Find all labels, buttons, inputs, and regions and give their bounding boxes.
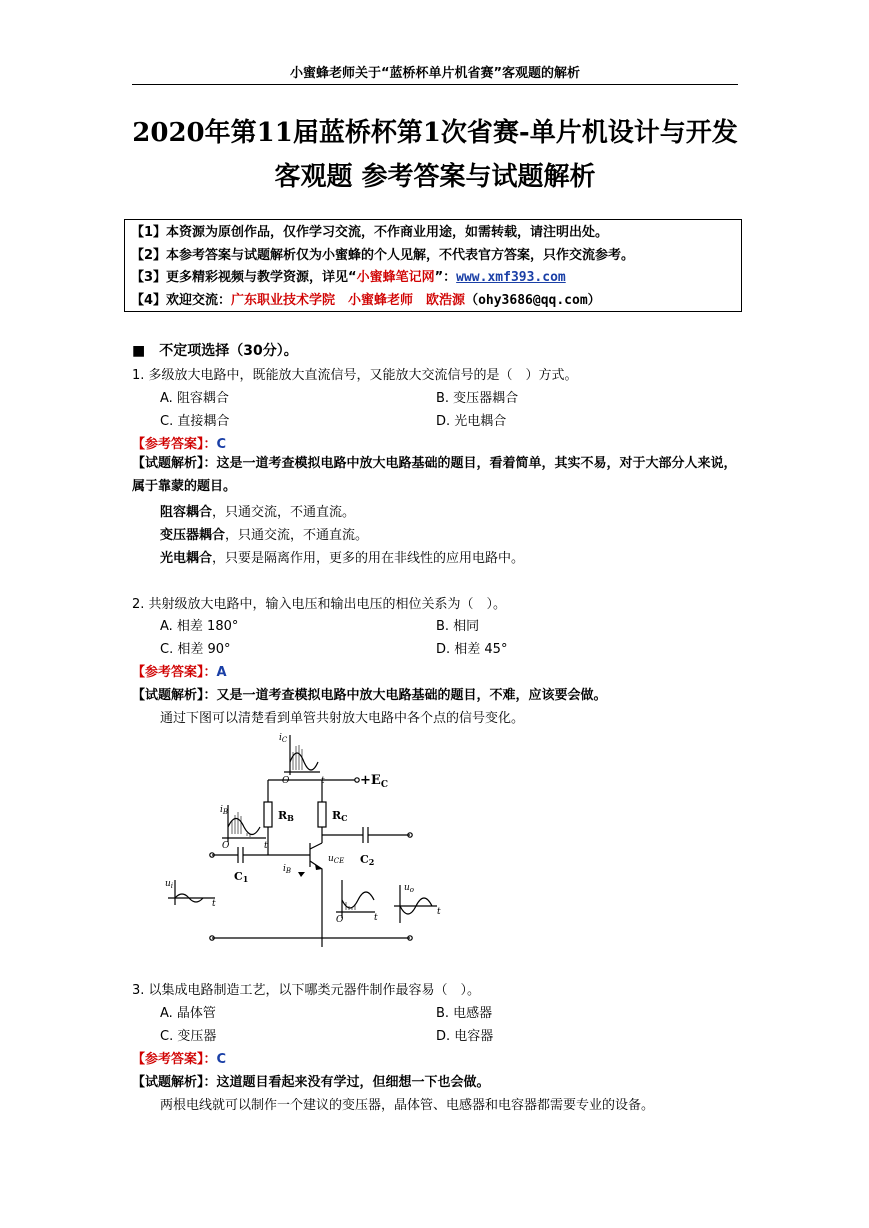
q3-option-c: C. 变压器 (160, 1029, 217, 1044)
svg-text:uo (404, 883, 414, 894)
c2-label: C (360, 853, 369, 866)
q3-answer: 【参考答案】：C (132, 1052, 227, 1067)
c1-label: C (234, 870, 243, 883)
q2-answer: 【参考答案】：A (132, 665, 227, 680)
ib-arrow-sub-label: B (285, 867, 292, 875)
q1-answer: 【参考答案】：C (132, 437, 227, 452)
q3-option-a: A. 晶体管 (160, 1006, 216, 1021)
ec-sub-label: C (380, 780, 388, 790)
svg-text:ui (165, 879, 173, 890)
ic-sub-label: C (281, 736, 288, 744)
document-title-line1: 2020年第11届蓝桥杯第1次省赛-单片机设计与开发 (132, 118, 738, 148)
notice-line-4: 【4】欢迎交流：广东职业技术学院 小蜜蜂老师 欧浩源（ohy3686@qq.com） (131, 292, 601, 308)
ib-sub-label: B (222, 808, 229, 816)
uo-label: u (404, 883, 410, 893)
ic-label: i (279, 733, 282, 743)
uce-time-label: t (374, 913, 378, 923)
rb-label: R (278, 809, 288, 822)
notice-line-3: 【3】更多精彩视频与教学资源，详见“小蜜蜂笔记网”：www.xmf393.com (131, 270, 566, 285)
ic-origin-label: O (282, 776, 290, 786)
uo-sub-label: o (409, 886, 415, 894)
notice-box (124, 219, 742, 312)
ec-label: +E (360, 773, 381, 788)
q1-option-c: C. 直接耦合 (160, 414, 230, 429)
q2-note: 通过下图可以清楚看到单管共射放大电路中各个点的信号变化。 (160, 711, 525, 726)
site-link[interactable]: www.xmf393.com (456, 270, 566, 285)
uce-sub-label: CE (333, 857, 345, 865)
uce-origin-label: O (336, 915, 344, 925)
q3-note: 两根电线就可以制作一个建议的变压器，晶体管、电感器和电容器都需要专业的设备。 (160, 1098, 655, 1113)
notice-line-2: 【2】本参考答案与试题解析仅为小蜜蜂的个人见解，不代表官方答案，只作交流参考。 (131, 247, 635, 263)
svg-text:RB (278, 809, 294, 823)
q1-option-d: D. 光电耦合 (436, 414, 507, 429)
svg-text:uCE (328, 854, 344, 865)
q3-option-b: B. 电感器 (436, 1006, 493, 1021)
q2-option-d: D. 相差 45° (436, 642, 508, 657)
q1-option-b: B. 变压器耦合 (436, 391, 519, 406)
ib-label: i (220, 805, 223, 815)
q2-option-c: C. 相差 90° (160, 642, 231, 657)
section-heading: ■ 不定项选择（30分）。 (132, 343, 298, 359)
svg-text:C2 (360, 853, 374, 867)
ui-sub-label: i (170, 882, 174, 890)
document-title-line2: 客观题 参考答案与试题解析 (274, 162, 596, 192)
svg-text:C1 (234, 870, 248, 884)
site-name: 小蜜蜂笔记网 (356, 270, 435, 285)
rc-label: R (332, 809, 342, 822)
ui-time-label: t (212, 899, 216, 909)
q1-note-2: 变压器耦合，只通交流，不通直流。 (160, 528, 369, 543)
author-name: 广东职业技术学院 小蜜蜂老师 欧浩源 (231, 292, 466, 308)
svg-text:iB (220, 805, 228, 816)
uce-label: u (328, 854, 334, 864)
q2-option-b: B. 相同 (436, 619, 480, 634)
svg-text:RC (332, 809, 348, 823)
q3-option-d: D. 电容器 (436, 1029, 494, 1044)
svg-text:iC (279, 733, 288, 744)
c2-sub-label: 2 (368, 857, 375, 867)
notice-line-1: 【1】本资源为原创作品，仅作学习交流，不作商业用途，如需转载，请注明出处。 (131, 225, 609, 240)
q1-note-3: 光电耦合，只要是隔离作用，更多的用在非线性的应用电路中。 (160, 551, 525, 566)
ib-origin-label: O (222, 841, 230, 851)
q1-option-a: A. 阻容耦合 (160, 391, 229, 406)
ic-time-label: t (321, 776, 325, 786)
common-emitter-circuit-diagram (160, 730, 460, 955)
rc-sub-label: C (341, 813, 348, 823)
q1-analysis: 【试题解析】：这是一道考查模拟电路中放大电路基础的题目，看着简单，其实不易，对于大部分人来说，属于靠蒙的题目。 (132, 456, 737, 494)
ui-label: u (165, 879, 171, 889)
q1-stem: 1. 多级放大电路中，既能放大直流信号，又能放大交流信号的是（ ）方式。 (132, 368, 578, 383)
q2-option-a: A. 相差 180° (160, 619, 239, 634)
svg-text:+EC (360, 773, 388, 790)
q3-analysis: 【试题解析】：这道题目看起来没有学过，但细想一下也会做。 (132, 1075, 490, 1090)
q2-stem: 2. 共射级放大电路中，输入电压和输出电压的相位关系为（ ）。 (132, 597, 507, 612)
q3-stem: 3. 以集成电路制造工艺，以下哪类元器件制作最容易（ ）。 (132, 983, 481, 998)
author-email[interactable]: ohy3686@qq.com (478, 292, 588, 308)
q1-note-1: 阻容耦合，只通交流，不通直流。 (160, 505, 356, 520)
c1-sub-label: 1 (242, 874, 249, 884)
ib-arrow-label: i (283, 864, 286, 874)
svg-text:iB (283, 864, 291, 875)
uo-time-label: t (437, 907, 441, 917)
page-header: 小蜜蜂老师关于“蓝桥杯单片机省赛”客观题的解析 (132, 62, 738, 85)
ib-time-label: t (264, 841, 268, 851)
rb-sub-label: B (287, 813, 294, 823)
q2-analysis: 【试题解析】：又是一道考查模拟电路中放大电路基础的题目，不难，应该要会做。 (132, 688, 607, 703)
